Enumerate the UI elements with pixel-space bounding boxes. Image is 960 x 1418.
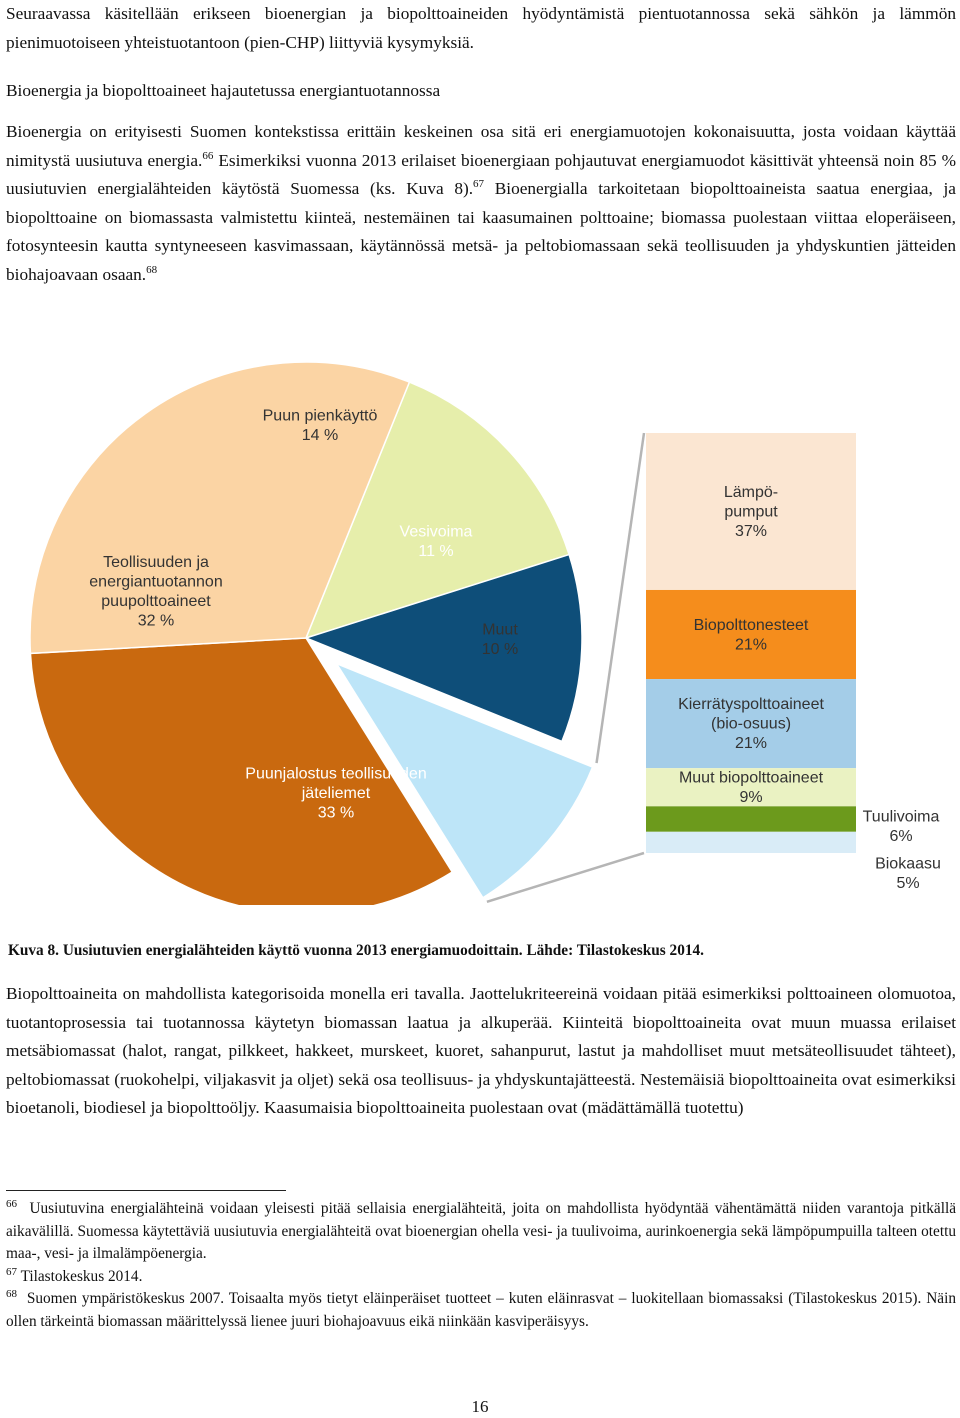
breakdown-segment-5 (646, 806, 856, 831)
section-heading: Bioenergia ja biopolttoaineet hajautetussa energiantuotannossa (6, 81, 441, 100)
pie-slice-label-line: 32 % (137, 612, 175, 630)
breakdown-label-line: 37% (734, 522, 768, 540)
breakdown-label-line: 5% (896, 874, 920, 892)
breakdown-segment-6 (646, 832, 856, 853)
footnote-number: 67 (6, 1265, 17, 1278)
connector-top (597, 433, 644, 763)
paragraph1-part2: Esimerkiksi vuonna 2013 erilaiset bioenergiaan pohjautuvat energiamuodot käsittivät yhteensä noin 85 % uusiutuvien energialähteiden käytöstä Suomessa (ks. Kuva 8). (6, 150, 956, 198)
breakdown-label (863, 808, 940, 845)
footnote-ref-67[interactable]: 67 (473, 178, 485, 190)
footnotes (6, 1198, 956, 1334)
breakdown-segment-2 (646, 590, 856, 679)
footnote-text: Suomen ympäristökeskus 2007. Toisaalta myös tietyt eläinperäiset tuotteet – kuten eläinrasvat – luokitellaan biomassaksi (Tilastokeskus 2015). Näin ollen tärkeintä biomassan määrittelyssä lienee juuri biohajoavuus eikä niinkään kasviperäisyys. (6, 1290, 956, 1330)
body-paragraph-1 (6, 118, 956, 289)
pie-slice-label-line: energiantuotannon (89, 573, 223, 591)
breakdown-label-line: 21% (734, 636, 768, 654)
footnote-ref-68[interactable]: 68 (146, 263, 158, 276)
pie-slice-label-line: 14 % (301, 426, 339, 444)
figure-caption: Kuva 8. Uusiutuvien energialähteiden käyttö vuonna 2013 energiamuodoittain. Lähde: Tilastokeskus 2014. (8, 942, 704, 959)
footnote-separator (6, 1190, 286, 1191)
breakdown-label-line: 9% (739, 788, 763, 806)
breakdown-label (875, 855, 941, 892)
breakdown-label-line: Muut biopolttoaineet (678, 769, 824, 787)
pie-slice-label-line: puupolttoaineet (101, 592, 211, 610)
pie-slice-label-line: Puunjalostus teollisuuden (245, 765, 427, 783)
breakdown-label-line: 21% (734, 735, 768, 753)
footnote-number: 68 (6, 1288, 17, 1301)
footnote-text: Tilastokeskus 2014. (20, 1267, 143, 1285)
breakdown-label-line: pumput (724, 503, 778, 521)
breakdown-label-line: 6% (889, 827, 913, 845)
footnote-67 (6, 1266, 956, 1289)
breakdown-label-line: (bio-osuus) (710, 715, 792, 733)
breakdown-label-line: Biopolttonesteet (693, 616, 809, 634)
breakdown-label-line: Lämpö- (723, 483, 779, 501)
pie-slice-label-line: 10 % (481, 640, 519, 658)
pie-slice-label-line: jäteliemet (301, 785, 371, 802)
body-paragraph-2: Biopolttoaineita on mahdollista kategorisoida monella eri tavalla. Jaottelukriteereinä voidaan pitää esimerkiksi polttoaineen olomuotoa, tuotantoprosessia tai tuotannossa käytetyn biomassan laatua ja alkuperää. Kiinteitä biopolttoaineita ovat muun muassa erilaiset metsäbiomassat (halot, rangat, pilkkeet, hakkeet, murskeet, kuoret, sahanpurut, lastut ja mahdolliset muut metsäteollisuudet tähteet), peltobiomassat (ruokohelpi, viljakasvit ja oljet) sekä osa teollisuus- ja yhdyskuntajätteestä. Nestemäisiä biopolttoaineita ovat esimerkiksi bioetanoli, biodiesel ja biopolttoöljy. Kaasumaisia biopolttoaineita puolestaan ovat (mädättämällä tuotettu) (6, 984, 956, 1117)
footnote-66 (6, 1198, 956, 1266)
page-number: 16 (471, 1397, 489, 1416)
footnote-ref-66[interactable]: 66 (202, 149, 214, 162)
breakdown-label-line: Biokaasu (875, 855, 941, 873)
breakdown-label-line: Kierrätyspolttoaineet (678, 696, 824, 714)
intro-paragraph: Seuraavassa käsitellään erikseen bioenergian ja biopolttoaineiden hyödyntämistä pientuotannossa sekä sähkön ja lämmön pienimuotoiseen yhteistuotantoon (pien-CHP) liittyviä kysymyksiä. (6, 4, 956, 52)
renewable-energy-pie-chart (0, 345, 960, 905)
paragraph1-part3: Bioenergialla tarkoitetaan biopolttoaineista saatua energiaa, ja biopolttoaine on biomassasta valmistettu kiinteä, nestemäinen tai kaasumainen polttoaine; biomassa puolestaan viittaa eloperäiseen, fotosynteesin kautta syntyneeseen kasvimassaan, käytännössä metsä- ja peltobiomassaan sekä teollisuuden ja yhdyskuntien jätteiden biohajoavaan osaan. (6, 179, 956, 284)
pie-slice-label-line: Puun pienkäyttö (262, 407, 378, 425)
pie-slice-label-line: 11 % (418, 542, 454, 560)
pie-slice-label-line: 33 % (317, 804, 355, 822)
footnote-68 (6, 1288, 956, 1333)
pie-slice-label-line: Muut (482, 621, 518, 639)
pie-slice-label-line: Vesivoima (399, 523, 473, 541)
footnote-text: Uusiutuvina energialähteinä voidaan yleisesti pitää sellaisia energialähteitä, joita on mahdollista hyödyntää vähentämättä niiden varantoja pitkällä aikavälillä. Suomessa käytettäviä uusiutuvia energialähteitä ovat bioenergian ohella vesi- ja tuulivoima, aurinkoenergia sekä lämpöpumpuilla talteen otettu maa-, vesi- ja ilmalämpöenergia. (6, 1200, 956, 1263)
breakdown-label-line: Tuulivoima (862, 808, 940, 826)
pie-slice-label-line: Teollisuuden ja (103, 553, 209, 571)
footnote-number: 66 (6, 1198, 17, 1210)
paragraph1-part1: Bioenergia on erityisesti Suomen kontekstissa erittäin keskeinen osa sitä eri energiamuotojen kokonaisuutta, josta voidaan käyttää nimitystä uusiutuva energia. (6, 122, 956, 170)
